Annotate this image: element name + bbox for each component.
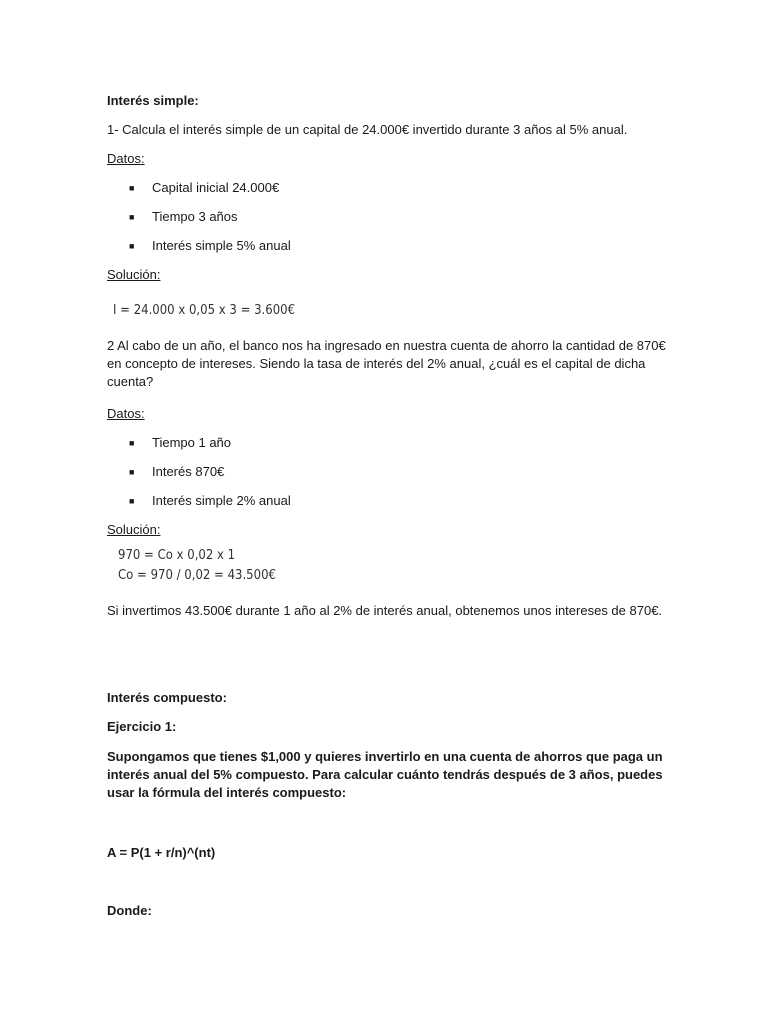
ex1-bullet-capital: Capital inicial 24.000€ — [152, 180, 280, 195]
ex1-bullet-time: Tiempo 3 años — [152, 209, 238, 224]
ex2-formula-line-1: 970 = Co x 0,02 x 1 — [118, 548, 236, 563]
ex1-solucion-label: Solución: — [107, 267, 161, 282]
bullet-icon: ■ — [129, 241, 135, 251]
exercise-2-question: 2 Al cabo de un año, el banco nos ha ingresado en nuestra cuenta de ahorro la cantidad de 870€ en concepto de intereses. Siendo la tasa de interés del 2% anual, ¿cuál es el capital de dicha cuenta? — [107, 338, 666, 389]
bullet-icon: ■ — [129, 496, 135, 506]
bullet-icon: ■ — [129, 212, 135, 222]
ex1-datos-label: Datos: — [107, 151, 145, 166]
ex2-bullet-time: Tiempo 1 año — [152, 435, 232, 450]
ejercicio-1-text: Supongamos que tienes $1,000 y quieres invertirlo en una cuenta de ahorros que paga un interés anual del 5% compuesto. Para calcular cuánto tendrás después de 3 años, puedes usar la fórmula del interés compuesto: — [107, 749, 663, 800]
ex2-bullet-interest: Interés 870€ — [152, 464, 225, 479]
ex1-formula: I = 24.000 x 0,05 x 3 = 3.600€ — [113, 303, 296, 318]
ex2-formula-line-2: Co = 970 / 0,02 = 43.500€ — [118, 568, 276, 583]
bullet-icon: ■ — [129, 183, 135, 193]
bullet-icon: ■ — [129, 438, 135, 448]
ex1-bullet-rate: Interés simple 5% anual — [152, 238, 291, 253]
ex2-bullet-rate: Interés simple 2% anual — [152, 493, 291, 508]
donde-label: Donde: — [107, 903, 152, 918]
exercise-1-question: 1- Calcula el interés simple de un capital de 24.000€ invertido durante 3 años al 5% anual. — [107, 122, 628, 137]
bullet-icon: ■ — [129, 467, 135, 477]
ex2-solucion-label: Solución: — [107, 522, 161, 537]
ejercicio-1-label: Ejercicio 1: — [107, 719, 177, 734]
section-title-simple-interest: Interés simple: — [107, 93, 199, 108]
compound-formula: A = P(1 + r/n)^(nt) — [107, 845, 216, 860]
ex2-conclusion: Si invertimos 43.500€ durante 1 año al 2% de interés anual, obtenemos unos intereses de 870€. — [107, 603, 663, 618]
section-title-compound-interest: Interés compuesto: — [107, 690, 227, 705]
ex2-datos-label: Datos: — [107, 406, 145, 421]
